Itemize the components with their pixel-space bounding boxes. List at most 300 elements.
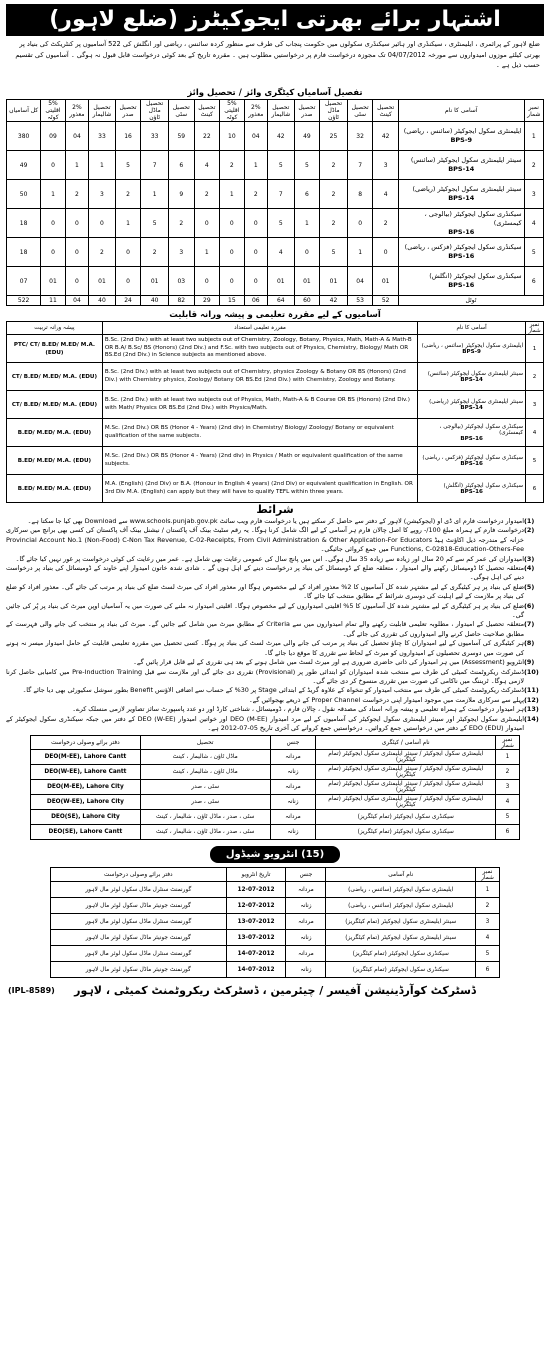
interview-date: 12-07-2012 — [226, 882, 286, 898]
interview-date: 14-07-2012 — [226, 946, 286, 962]
post-count: 04 — [347, 267, 373, 296]
post-name: سیکنڈری سکول ایجوکیٹر (بیالوجی ، کیمسٹری) — [439, 423, 524, 436]
table-row — [7, 475, 544, 503]
post-count: 1 — [65, 151, 88, 180]
post-bps: BPS-16 — [448, 281, 475, 289]
post-count: 6 — [169, 151, 195, 180]
post-name-cell — [418, 475, 526, 503]
total-value: 60 — [294, 296, 320, 306]
post-name: سیکنڈری سکول ایجوکیٹر (انگلش) — [429, 272, 522, 280]
post-name-cell — [398, 122, 524, 151]
table-row — [31, 780, 520, 795]
interview-venue: گورنمنٹ سنٹرل ماڈل سکول لوئر مال لاہور — [51, 914, 227, 930]
table-row — [31, 750, 520, 765]
offices-table-body — [31, 750, 520, 840]
row-number: 5 — [496, 810, 520, 825]
post-count: 5 — [268, 209, 295, 238]
post-name: ایلیمنٹری سکول ایجوکیٹر (سائنس ، ریاضی) — [421, 342, 524, 349]
condition-number: (7) — [524, 620, 535, 629]
table-row — [7, 180, 544, 209]
schedule-header-cell: نام آسامی — [326, 868, 476, 882]
total-value: 82 — [169, 296, 195, 306]
condition-number: (3) — [524, 554, 535, 563]
post-count: 5 — [320, 238, 348, 267]
total-value: 29 — [194, 296, 220, 306]
post-count: 0 — [115, 267, 141, 296]
post-count: 5 — [141, 209, 169, 238]
table-row — [51, 914, 500, 930]
offices-header-cell: تحصیل — [140, 736, 270, 750]
professional-training: B.ED/ M.ED/ M.A. (EDU) — [7, 419, 103, 447]
condition-text: متعلقہ تحصیل کے امیدوار ، مطلوبہ تعلیمی قابلیت رکھنے والے تمام امیدواروں میں سے Criteria کے مطابق میرٹ میں شامل کیے جائیں گے۔ میرٹ کی بنیاد پر منتخب کی جانے والی فہرست کے مطابق صلاحیت حاصل کرنے والے امیدواروں کی تقرری کی جائے گی۔ — [6, 620, 525, 638]
post-count: 2 — [220, 151, 244, 180]
total-value: 24 — [115, 296, 141, 306]
gender: زنانہ — [286, 930, 326, 946]
academic-qualification: B.Sc. (2nd Div.) with at least two subjects out of Chemistry, Zoology, Botany, Physics, Math, Math-A & Math-B OR B.A/ B.Sc/ BS (Honors) (2nd Div.) and F.Sc. with two subjects out of Physics, Chemistry, Biology/ Math OR BS.Ed (2nd Div.) in Science subjects as mentioned above. — [102, 335, 417, 363]
post-name: سیکنڈری سکول ایجوکیٹر (انگلش) — [443, 482, 524, 489]
table-row — [7, 122, 544, 151]
post-count: 3 — [169, 238, 195, 267]
total-value: 52 — [373, 296, 399, 306]
post-count: 7 — [268, 180, 295, 209]
row-number: 4 — [496, 795, 520, 810]
post-bps: BPS-9 — [450, 136, 473, 144]
schedule-table-body — [51, 882, 500, 978]
post-count: 1 — [41, 180, 65, 209]
offices-header-cell: جنس — [270, 736, 316, 750]
row-number: 1 — [524, 122, 543, 151]
conditions-list — [6, 517, 544, 733]
post-count: 1 — [141, 180, 169, 209]
posts-header-cell: 2% معذور — [244, 100, 267, 122]
post-count: 10 — [220, 122, 244, 151]
interview-venue: گورنمنٹ جونیئر ماڈل سکول لوئر مال لاہور — [51, 898, 227, 914]
post-count: 0 — [194, 267, 220, 296]
condition-number: (12) — [524, 695, 539, 704]
post-count: 5 — [115, 151, 141, 180]
post-name: ایلیمنٹری سکول ایجوکیٹر / سینئر ایلیمنٹری سکول ایجوکیٹر (تمام کیٹگریز) — [316, 795, 496, 810]
condition-item — [6, 526, 544, 554]
academic-qualification: M.Sc. (2nd Div.) OR BS (Honor 4 - Years) (2nd div) in Physics / Math or equivalent qualification of the same subjects. — [102, 447, 417, 475]
table-row — [7, 363, 544, 391]
post-count: 6 — [294, 180, 320, 209]
post-count: 18 — [7, 209, 41, 238]
post-name: سیکنڈری سکول ایجوکیٹر (تمام کیٹگریز) — [326, 962, 476, 978]
post-name-cell — [418, 335, 526, 363]
post-count: 0 — [89, 209, 116, 238]
post-name: سیکنڈری سکول ایجوکیٹر (تمام کیٹگریز) — [316, 825, 496, 840]
row-number: 5 — [476, 946, 500, 962]
post-count: 04 — [244, 122, 267, 151]
posts-header-cell: آسامی کا نام — [398, 100, 524, 122]
post-count: 50 — [7, 180, 41, 209]
qualification-table-body — [7, 335, 544, 503]
posts-table-heading: تفصیل آسامیاں کیٹگری وائز / تحصیل وائز — [187, 88, 363, 98]
ad-code: (IPL-8589) — [8, 986, 55, 996]
post-bps: BPS-16 — [460, 435, 483, 442]
post-count: 0 — [244, 238, 267, 267]
qualification-header-cell: نمبر شمار — [526, 322, 544, 335]
receiving-office: DEO(M-EE), Lahore City — [31, 780, 141, 795]
post-count: 2 — [244, 180, 267, 209]
post-count: 33 — [89, 122, 116, 151]
table-row — [7, 238, 544, 267]
condition-item — [6, 696, 544, 705]
post-count: 7 — [141, 151, 169, 180]
post-count: 0 — [41, 209, 65, 238]
post-count: 32 — [347, 122, 373, 151]
post-name: سینئر ایلیمنٹری سکول ایجوکیٹر (سائنس) — [410, 156, 522, 164]
post-count: 0 — [65, 238, 88, 267]
post-name: ایلیمنٹری سکول ایجوکیٹر / سینئر ایلیمنٹری سکول ایجوکیٹر (تمام کیٹگریز) — [316, 765, 496, 780]
interview-date: 14-07-2012 — [226, 962, 286, 978]
application-offices-table — [30, 735, 520, 840]
post-name-cell — [398, 151, 524, 180]
posts-header-cell: 5% اقلیتی کوٹہ — [220, 100, 244, 122]
condition-text: ڈسٹرکٹ ریکروٹمنٹ کمیٹی کی طرف سے منتخب شدہ امیدواران کو ابتدائی طور پر (Provisional) تقرری دی جائے گی اور ملازمت سے قبل Pre-Induction Training میں کامیابی حاصل کرنا لازمی ہوگا۔ ٹریننگ میں ناکامی کی صورت میں تقرری منسوخ کر دی جائے گی۔ — [6, 667, 524, 685]
condition-number: (9) — [524, 658, 535, 667]
condition-number: (1) — [524, 517, 535, 525]
posts-header-cell: 2% معذور — [65, 100, 88, 122]
posts-header-cell: تحصیل سٹی — [347, 100, 373, 122]
gender: زنانہ — [286, 898, 326, 914]
post-count: 0 — [41, 238, 65, 267]
table-row — [7, 447, 544, 475]
qualification-header-cell: پیشہ ورانہ تربیت — [7, 322, 103, 335]
schedule-table-header — [51, 868, 500, 882]
condition-text: پہلے سے سرکاری ملازمت میں موجود امیدوار اپنی درخواست Proper Channel کے ذریعے بھجوائیں گے۔ — [248, 695, 524, 704]
total-value: 40 — [89, 296, 116, 306]
post-count: 0 — [294, 238, 320, 267]
row-number: 3 — [526, 391, 544, 419]
post-count: 59 — [169, 122, 195, 151]
row-number: 2 — [496, 765, 520, 780]
post-name: ایلیمنٹری سکول ایجوکیٹر / سینئر ایلیمنٹری سکول ایجوکیٹر (تمام کیٹگریز) — [316, 750, 496, 765]
schedule-header-cell: جنس — [286, 868, 326, 882]
row-number: 2 — [526, 363, 544, 391]
posts-header-cell: تحصیل شالیمار — [89, 100, 116, 122]
table-row — [51, 898, 500, 914]
post-count: 01 — [41, 267, 65, 296]
table-row — [7, 335, 544, 363]
posts-header-cell: تحصیل صدر — [115, 100, 141, 122]
professional-training: CT/ B.ED/ M.ED/ M.A. (EDU) — [7, 363, 103, 391]
post-count: 0 — [347, 209, 373, 238]
post-count: 0 — [41, 151, 65, 180]
academic-qualification: M.A. (English) (2nd Div) or B.A. (Honour in English 4 years) (2nd Div) or equivalent qualification in English. OR 3rd Div M.A. (English) can apply but they will have to qualify TEFL within three years. — [102, 475, 417, 503]
post-count: 380 — [7, 122, 41, 151]
post-count: 0 — [244, 209, 267, 238]
post-count: 1 — [294, 209, 320, 238]
post-name: سیکنڈری سکول ایجوکیٹر (تمام کیٹگریز) — [316, 810, 496, 825]
condition-number: (13) — [524, 705, 539, 714]
post-count: 0 — [220, 238, 244, 267]
signature-line: ڈسٹرکٹ کوآرڈینیشن آفیسر / چیئرمین ، ڈسٹرکٹ ریکروٹمنٹ کمیٹی ، لاہور — [74, 984, 476, 998]
post-count: 2 — [320, 209, 348, 238]
post-count: 4 — [268, 238, 295, 267]
gender: زنانہ — [270, 825, 316, 840]
gender: مردانہ — [286, 882, 326, 898]
post-count: 0 — [220, 267, 244, 296]
row-number: 3 — [524, 180, 543, 209]
total-value: 40 — [141, 296, 169, 306]
post-count: 0 — [244, 267, 267, 296]
condition-text: درخواست فارم کے ہمراہ مبلغ 100/- روپے کا اصل چالان فارم ہر آسامی کے لیے الگ شامل کرنا ہوگا۔ یہ رقم سٹیٹ بینک آف پاکستان / نیشنل بینک آف پاکستان کی کسی بھی برانچ میں سرکاری خزانہ کے مندرجہ ذیل اکاؤنٹ ہیڈ Provincial Account No.1 (Non-Food) C-Non Tax Revenue, C-02-Receipts, From Civil Administration & Other Application-For Educators Functions, C-02818-Education-Others-Fee میں جمع کروائی جائیگی۔ — [6, 526, 525, 554]
table-row — [7, 151, 544, 180]
academic-qualification: B.Sc. (2nd Div.) with at least two subjects out of Physics, Math, Math-A & B Course OR BS (Honors) (2nd Div.) with Math/ Physics OR BS.Ed (2nd Div.) with Physics/Math. — [102, 391, 417, 419]
offices-header-cell: دفتر برائے وصولی درخواست — [31, 736, 141, 750]
post-count: 5 — [294, 151, 320, 180]
table-row — [7, 267, 544, 296]
row-number: 3 — [496, 780, 520, 795]
post-name-cell — [398, 267, 524, 296]
tehsil: سٹی ، صدر ، ماڈل ٹاؤن ، شالیمار ، کینٹ — [140, 810, 270, 825]
row-number: 2 — [476, 898, 500, 914]
professional-training: CT/ B.ED/ M.ED/ M.A. (EDU) — [7, 391, 103, 419]
post-name-cell — [398, 180, 524, 209]
post-count: 4 — [373, 180, 399, 209]
post-count: 2 — [89, 238, 116, 267]
gender: زنانہ — [270, 795, 316, 810]
condition-number: (11) — [524, 686, 539, 695]
row-number: 4 — [526, 419, 544, 447]
post-count: 8 — [347, 180, 373, 209]
professional-training: B.ED/ M.ED/ M.A. (EDU) — [7, 447, 103, 475]
row-number: 4 — [476, 930, 500, 946]
post-count: 01 — [320, 267, 348, 296]
qualification-table-header — [7, 322, 544, 335]
post-bps: BPS-16 — [448, 252, 475, 260]
condition-item — [6, 639, 544, 658]
gender: مردانہ — [270, 750, 316, 765]
post-count: 2 — [169, 209, 195, 238]
posts-header-cell: تحصیل سٹی — [169, 100, 195, 122]
condition-number: (2) — [524, 526, 535, 535]
posts-header-cell: نمبر شمار — [524, 100, 543, 122]
condition-item — [6, 620, 544, 639]
post-name: سیکنڈری سکول ایجوکیٹر (تمام کیٹگریز) — [326, 946, 476, 962]
condition-text: ضلع کی بنیاد پر ہر کیٹیگری کے لیے مشتہر شدہ کل آسامیوں کا 5% اقلیتی امیدواروں کے لیے مخصوص ہوگا۔ اقلیتی امیدوار نہ ملنے کی صورت میں یہ آسامیاں اوپن میرٹ کی بنیاد پر پُر کی جائیں گی۔ — [6, 601, 524, 620]
condition-text: ڈسٹرکٹ ریکروٹمنٹ کمیٹی کی طرف سے منتخب امیدوار کو تنخواہ کے علاوہ گریڈ کے ابتدائی Stage پر 30% کے حساب سے اضافی الاؤنس Benefit بطور سوشل سکیورٹی بھی دیا جائے گا۔ — [22, 686, 524, 695]
row-number: 6 — [476, 962, 500, 978]
table-row — [31, 765, 520, 780]
receiving-office: DEO(SE), Lahore Cantt — [31, 825, 141, 840]
post-count: 0 — [373, 238, 399, 267]
interview-venue: گورنمنٹ سنٹرل ماڈل سکول لوئر مال لاہور — [51, 882, 227, 898]
post-count: 04 — [65, 122, 88, 151]
interview-schedule-heading: (15) انٹرویو شیڈول — [6, 846, 544, 863]
post-count: 2 — [320, 180, 348, 209]
post-count: 49 — [294, 122, 320, 151]
condition-number: (8) — [524, 639, 535, 648]
interview-venue: گورنمنٹ سنٹرل ماڈل سکول لوئر مال لاہور — [51, 946, 227, 962]
posts-header-cell: کل آسامیاں — [7, 100, 41, 122]
academic-qualification: B.Sc. (2nd Div.) with at least two subjects out of Chemistry, physics Zoology & Botany OR BS (Honors) (2nd Div.) with Chemistry physics, Zoology/ Botany OR BS.Ed (2nd Div.) with Chemistry, Zoology and Botany. — [102, 363, 417, 391]
receiving-office: DEO(SE), Lahore City — [31, 810, 141, 825]
advertisement-page — [0, 4, 550, 1351]
total-value: 04 — [65, 296, 88, 306]
total-value: 64 — [268, 296, 295, 306]
condition-item — [6, 686, 544, 695]
offices-header-cell: نمبر شمار — [496, 736, 520, 750]
post-count: 1 — [244, 151, 267, 180]
row-number: 1 — [496, 750, 520, 765]
interview-schedule-table — [50, 867, 500, 978]
post-name: سیکنڈری سکول ایجوکیٹر (بیالوجی ، کیمسٹری) — [424, 209, 522, 227]
condition-item — [6, 668, 544, 687]
professional-training: B.ED/ M.ED/ M.A. (EDU) — [7, 475, 103, 503]
tehsil: ماڈل ٹاؤن ، شالیمار ، کینٹ — [140, 765, 270, 780]
condition-item — [6, 517, 544, 526]
condition-item — [6, 715, 544, 734]
table-row — [7, 419, 544, 447]
post-count: 0 — [194, 209, 220, 238]
table-row — [51, 882, 500, 898]
post-count: 0 — [65, 267, 88, 296]
post-count: 1 — [347, 238, 373, 267]
intro-paragraph: ضلع لاہور کے پرائمری ، ایلیمنٹری ، سیکنڈری اور ہائیر سیکنڈری سکولوں میں حکومت پنجاب کی طرف سے منظور کردہ سائنس ، ریاضی اور انگلش کی 522 آسامیوں پر کنٹریکٹ کی بنیاد پر بھرتی کیلئے موزوں امیدواروں سے مورخہ 04/07/2012 تک مجوزہ درخواست فارم پر درخواستیں مطلوب ہیں ۔ مقررہ تاریخ کے بعد کوئی درخواست قابل قبول نہ ہوگی ۔ آسامیوں کی تقسیم حسب ذیل ہے ۔ — [15, 40, 540, 69]
gender: مردانہ — [286, 946, 326, 962]
tehsil: سٹی ، صدر — [140, 780, 270, 795]
post-bps: BPS-16 — [448, 227, 475, 236]
post-count: 42 — [268, 122, 295, 151]
post-bps: BPS-14 — [460, 376, 483, 383]
post-count: 49 — [7, 151, 41, 180]
ad-title: اشتہار برائے بھرتی ایجوکیٹرز (ضلع لاہور) — [6, 4, 544, 36]
interview-venue: گورنمنٹ جونیئر ماڈل سکول لوئر مال لاہور — [51, 962, 227, 978]
condition-text: ایلیمنٹری سکول ایجوکیٹر اور سینئر ایلیمنٹری سکول ایجوکیٹر کی آسامیوں کے لیے مرد امیدوار DEO (M-EE) اور خواتین امیدوار DEO (W-EE) کے دفتر میں جبکہ سیکنڈری سکول ایجوکیٹر کے امیدوار EDO (EDU) کے دفتر میں درخواستیں جمع کروائیں۔ درخواستیں جمع کروانے کی آخری تاریخ 05-07-2012 ہے۔ — [6, 714, 525, 732]
condition-text: ضلع کی بنیاد پر ہر کیٹیگری کے لیے مشتہر شدہ کل آسامیوں کا 2% معذور افراد کے لیے مخصوص ہوگا اور معذور افراد کی میرٹ لسٹ ضلع کی بنیاد پر مرتب کی جائے گی۔ معذور افراد کو ضلع کی بنیاد پر ملازمت کے لیے اہلیت کی دوسری شرائط کے مطابق منتخب کیا جائے گا۔ — [6, 582, 524, 601]
posts-header-cell: تحصیل کینٹ — [194, 100, 220, 122]
post-name: سینئر ایلیمنٹری سکول ایجوکیٹر (تمام کیٹگریز) — [326, 930, 476, 946]
condition-item — [6, 555, 544, 564]
row-number: 1 — [526, 335, 544, 363]
posts-table-header — [7, 100, 544, 122]
post-count: 0 — [65, 209, 88, 238]
post-name: سینئر ایلیمنٹری سکول ایجوکیٹر (تمام کیٹگریز) — [326, 914, 476, 930]
post-count: 5 — [268, 151, 295, 180]
table-row — [31, 795, 520, 810]
table-row — [51, 946, 500, 962]
condition-text: امیدواران کی عمر کم سے کم 20 سال اور زیادہ سے زیادہ 35 سال ہوگی۔ اس میں پانچ سال کی عمومی رعایت بھی شامل ہے۔ عمر میں رعایت کی کوئی درخواست پر غور نہیں کیا جائے گا۔ — [15, 554, 524, 563]
post-count: 1 — [115, 209, 141, 238]
table-row — [51, 930, 500, 946]
post-count: 9 — [169, 180, 195, 209]
post-count: 4 — [194, 151, 220, 180]
post-name: سینئر ایلیمنٹری سکول ایجوکیٹر (ریاضی) — [429, 398, 524, 405]
posts-table-body — [7, 122, 544, 306]
condition-number: (10) — [524, 667, 539, 676]
post-count: 3 — [373, 151, 399, 180]
post-count: 09 — [41, 122, 65, 151]
receiving-office: DEO(W-EE), Lahore City — [31, 795, 141, 810]
schedule-header-cell: تاریخ انٹرویو — [226, 868, 286, 882]
posts-header-cell: تحصیل ماڈل ٹاؤن — [141, 100, 169, 122]
post-count: 03 — [169, 267, 195, 296]
post-count: 42 — [373, 122, 399, 151]
total-value: 15 — [220, 296, 244, 306]
offices-header-cell: نام آسامی / کیٹگری — [316, 736, 496, 750]
post-count: 33 — [141, 122, 169, 151]
post-count: 01 — [373, 267, 399, 296]
receiving-office: DEO(W-EE), Lahore Cantt — [31, 765, 141, 780]
post-count: 1 — [194, 238, 220, 267]
post-bps: BPS-16 — [460, 460, 483, 467]
post-name: ایلیمنٹری سکول ایجوکیٹر (سائنس ، ریاضی) — [403, 127, 522, 135]
gender: زنانہ — [270, 765, 316, 780]
row-number: 1 — [476, 882, 500, 898]
schedule-header-cell: دفتر برائے وصولی درخواست — [51, 868, 227, 882]
table-row — [31, 825, 520, 840]
post-bps: BPS-14 — [448, 194, 475, 202]
post-count: 01 — [89, 267, 116, 296]
schedule-header-cell: نمبر شمار — [476, 868, 500, 882]
condition-text: متعلقہ تحصیل کا ڈومیسائل رکھنے والے امیدوار ، متعلقہ ضلع کے ڈومیسائل کی بنیاد پر درخواست دینے کے اہل ہوں گے ۔ شادی شدہ خاتون امیدوار اپنے خاوند کے ڈومیسائل کی بنیاد پر درخواست دینے کی اہل ہوگی۔ — [6, 564, 524, 582]
gender: مردانہ — [270, 810, 316, 825]
post-count: 01 — [268, 267, 295, 296]
condition-item — [6, 564, 544, 583]
posts-header-cell: تحصیل صدر — [294, 100, 320, 122]
post-name-cell — [418, 419, 526, 447]
condition-text: ہر امیدوار درخواست کے ہمراہ تعلیمی و پیشہ ورانہ اسناد کی مصدقہ نقول ، چالان فارم ، ڈومیسائل ، شناختی کارڈ اور دو عدد پاسپورٹ سائز تصاویر لازمی منسلک کرے۔ — [72, 705, 524, 714]
tehsil: سٹی ، صدر — [140, 795, 270, 810]
row-number: 3 — [476, 914, 500, 930]
post-bps: BPS-14 — [460, 404, 483, 411]
condition-number: (5) — [524, 582, 535, 591]
post-count: 0 — [220, 209, 244, 238]
tehsil: سٹی ، صدر ، ماڈل ٹاؤن ، شالیمار ، کینٹ — [140, 825, 270, 840]
condition-number: (4) — [524, 564, 535, 573]
post-count: 2 — [320, 151, 348, 180]
condition-item — [6, 602, 544, 621]
qualification-header-cell: آسامی کا نام — [418, 322, 526, 335]
table-row — [51, 962, 500, 978]
post-count: 2 — [194, 180, 220, 209]
condition-item — [6, 705, 544, 714]
gender: زنانہ — [286, 962, 326, 978]
total-value: 42 — [320, 296, 348, 306]
post-count: 22 — [194, 122, 220, 151]
post-name-cell — [418, 447, 526, 475]
total-value: 06 — [244, 296, 267, 306]
post-name-cell — [398, 209, 524, 238]
professional-training: PTC/ CT/ B.ED/ M.ED/ M.A. (EDU) — [7, 335, 103, 363]
condition-text: امیدوار درخواست فارم ای ڈی او (ایجوکیشن) لاہور کے دفتر سے حاصل کر سکتے ہیں یا درخواست فارم ویب سائٹ www.schools.punjab.gov.pk سے Download بھی کیا جا سکتا ہے۔ — [27, 517, 524, 525]
post-count: 2 — [373, 209, 399, 238]
row-number: 5 — [526, 447, 544, 475]
row-number: 6 — [524, 267, 543, 296]
posts-header-cell: تحصیل شالیمار — [268, 100, 295, 122]
condition-number: (14) — [524, 714, 539, 723]
condition-text: انٹرویو (Assessment) میں ہر امیدوار کی ذاتی حاضری ضروری ہے اور میرٹ لسٹ میں شامل ہونے کے بعد ہی تقرری کے لیے قابل قرار پائیں گے۔ — [133, 658, 524, 667]
interview-venue: گورنمنٹ جونیئر ماڈل سکول لوئر مال لاہور — [51, 930, 227, 946]
qualification-table — [6, 321, 544, 503]
post-bps: BPS-14 — [448, 165, 475, 173]
table-row — [31, 810, 520, 825]
posts-header-cell: تحصیل ماڈل ٹاؤن — [320, 100, 348, 122]
total-value: 522 — [7, 296, 41, 306]
table-row — [7, 209, 544, 238]
post-count: 07 — [7, 267, 41, 296]
gender: مردانہ — [286, 914, 326, 930]
posts-distribution-table — [6, 99, 544, 306]
interview-date: 13-07-2012 — [226, 930, 286, 946]
condition-item — [6, 658, 544, 667]
post-count: 18 — [7, 238, 41, 267]
post-count: 2 — [141, 238, 169, 267]
post-bps: BPS-16 — [460, 488, 483, 495]
offices-table-header — [31, 736, 520, 750]
